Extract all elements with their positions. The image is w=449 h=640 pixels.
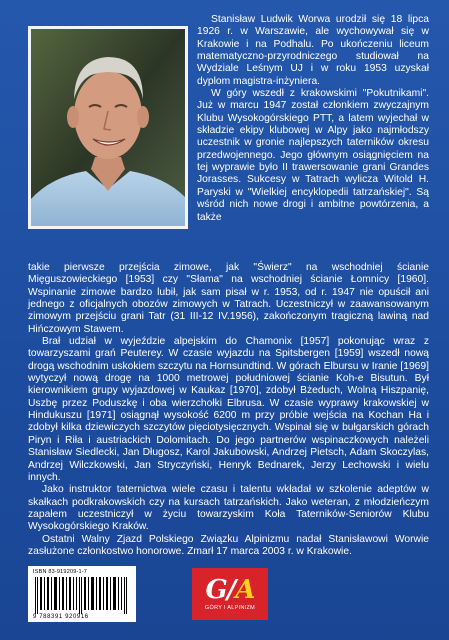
publisher-logo (192, 568, 268, 620)
biography-text-bottom (28, 262, 429, 558)
bio-paragraph: takie pierwsze przejścia zimowe, jak "Świerz" na wschodniej ścianie Mięguszowieckiego [1953] czy "Słama" na wschodniej ścianie Łomnicy [1960]. Wspinanie zimowe bardzo lubił, jak sam pisał w r. 1953, od r. 1947 nie opuścił ani jednego z oficjalnych obozów zimowych w Tatrach. Uczestniczył w zaawansowanym zimowym przejściu grani Tatr (31 III-12 IV.1956), zakończonym tragiczną lawiną nad Hińczowym Stawem. (28, 262, 429, 335)
isbn-barcode (28, 566, 136, 622)
portrait-illustration (31, 29, 185, 226)
logo-mark: G/A (205, 574, 255, 605)
author-portrait-photo (31, 29, 185, 226)
ean-number: 9 788391 920916 (33, 614, 89, 620)
logo-subtitle: GÓRY I ALPINIZM (204, 604, 256, 611)
isbn-number: ISBN 83-919209-1-7 (33, 569, 88, 575)
biography-text-top (197, 14, 429, 224)
author-photo-frame (28, 26, 188, 229)
bio-paragraph: Ostatni Walny Zjazd Polskiego Związku Alpinizmu nadał Stanisławowi Worwie zasłużone członkostwo honorowe. Zmarł 17 marca 2003 r. w Krakowie. (28, 533, 429, 557)
bio-paragraph: Stanisław Ludwik Worwa urodził się 18 lipca 1926 r. w Warszawie, ale wychowywał się w Krakowie i na Podhalu. Po ukończeniu liceum matematyczno-przyrodniczego studiował na Wydziale Leśnym UJ i w roku 1953 uzyskał dyplom magistra-inżyniera. (197, 14, 429, 87)
bio-paragraph: Brał udział w wyjeździe alpejskim do Chamonix [1957] pokonując wraz z towarzyszami grań Peuterey. W czasie wyjazdu na Spitsbergen [1959] wszedł nową drogą wschodnim uskokiem szczytu na Hornsundtind. W górach Elbursu w Iranie [1969] wytyczył nową drogę na 1000 metrowej południowej ścianie Koh-e Bisutun. Był kierownikiem grupy wyjazdowej w Kaukaz [1970], zdobył Bżeduch, Wolną Hiszpanię, Uszbę przez Poduszkę i oba wierzchołki Elbrusa. W czasie wyprawy krakowskiej w Hindukuszu [1971] osiągnął wysokość 6200 m przy próbie wejścia na Kochan Ha i zdobył kilka dziewiczych szczytów pięciotysięcznych. Wspinał się w bułgarskich górach Piryn i Riła i austriackich Dolomitach. Do jego partnerów wspinaczkowych należeli Stanisław Siedlecki, Jan Długosz, Karol Jakubowski, Andrzej Pietsch, Adam Skoczylas, Andrzej Wilczkowski, Jan Stryczyński, Henryk Bednarek, Jerzy Lechowski i wielu innych. (28, 336, 429, 483)
bio-paragraph: Jako instruktor taternictwa wiele czasu i talentu wkładał w szkolenie adeptów w skałkach podkrakowskich czy na kursach tatrzańskich. Jako weteran, z młodzieńczym zapałem uczestniczył w życiu towarzyskim Koła Taterników-Seniorów Klubu Wysokogórskiego Kraków. (28, 484, 429, 533)
barcode-bars (33, 577, 131, 614)
bio-paragraph: W góry wszedł z krakowskimi "Pokutnikami". Już w marcu 1947 został członkiem zwyczajnym Klubu Wysokogórskiego PTT, a latem wyjechał w składzie ekipy klubowej w Alpy jako najmłodszy uczestnik w gronie najlepszych taterników okresu przedwojennego. Jego głównym osiągnięciem na tej wyprawie było II trawersowanie grani Grandes Jorasses. Sukcesy w Tatrach wylicza Witold H. Paryski w "Wielkiej encyklopedii tatrzańskiej". Są wśród nich nowe drogi i ambitne powtórzenia, a także (197, 88, 429, 223)
